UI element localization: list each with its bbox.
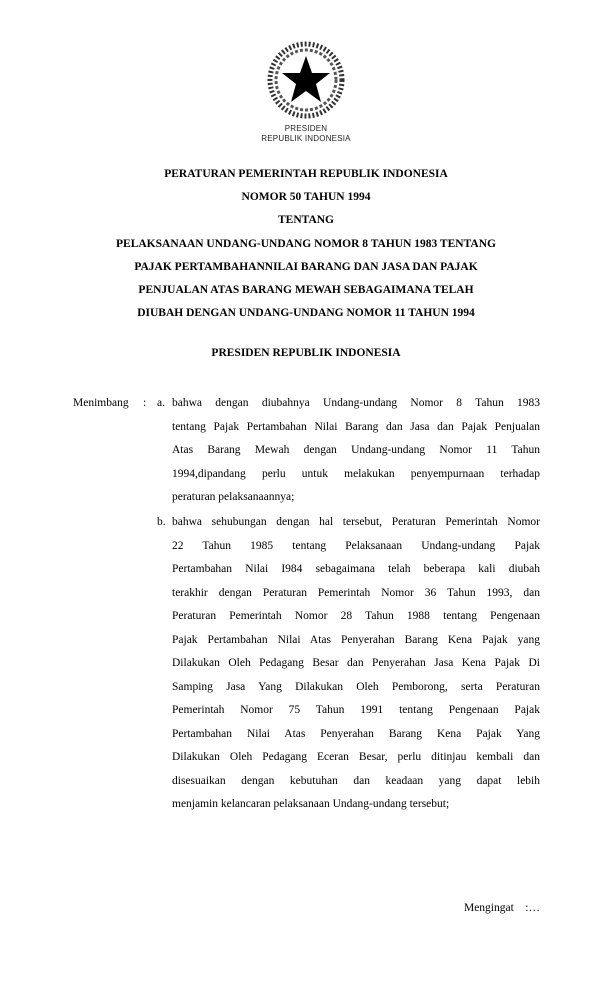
document-title xyxy=(0,163,612,325)
text-line: bahwa sehubungan dengan hal tersebut, Peraturan Pemerintah Nomor xyxy=(172,516,540,528)
item-a-marker: a. xyxy=(157,397,165,409)
text-line: Dilakukan Oleh Pedagang Eceran Besar, perlu ditinjau kembali dan xyxy=(172,751,540,763)
text-line: 1994,dipandang perlu untuk melakukan penyempurnaan terhadap xyxy=(172,467,540,480)
text-line: Dilakukan Oleh Pedagang Besar dan Penyerahan Jasa Kena Pajak Di xyxy=(172,657,540,669)
title-line: PAJAK PERTAMBAHANNILAI BARANG DAN JASA DAN PAJAK xyxy=(134,260,478,273)
title-line: PELAKSANAAN UNDANG-UNDANG NOMOR 8 TAHUN 1983 TENTANG xyxy=(116,237,496,250)
text-line: terakhir dengan Peraturan Pemerintah Nomor 36 Tahun 1993, dan xyxy=(172,586,540,599)
text-line: bahwa dengan diubahnya Undang-undang Nomor 8 Tahun 1983 xyxy=(172,397,540,409)
item-b-text xyxy=(172,511,540,817)
title-line: PENJUALAN ATAS BARANG MEWAH SEBAGAIMANA TELAH xyxy=(138,283,474,296)
text-line: menjamin kelancaran pelaksanaan Undang-undang tersebut; xyxy=(172,798,450,810)
text-line: Pajak Pertambahan Nilai Atas Penyerahan Barang Kena Pajak yang xyxy=(172,633,540,646)
header-republik-indonesia: REPUBLIK INDONESIA xyxy=(261,134,351,143)
president-heading: PRESIDEN REPUBLIK INDONESIA xyxy=(211,347,401,359)
title-line: DIUBAH DENGAN UNDANG-UNDANG NOMOR 11 TAHUN 1994 xyxy=(137,307,475,320)
text-line: Peraturan Pemerintah Nomor 28 Tahun 1988 tentang Pengenaan xyxy=(172,610,540,622)
text-line: tentang Pajak Pertambahan Nilai Barang dan Jasa dan Pajak Penjualan xyxy=(172,420,540,433)
continuation-mengingat: Mengingat :… xyxy=(463,902,540,914)
text-line: disesuaikan dengan kebutuhan dan keadaan yang dapat lebih xyxy=(172,774,540,787)
text-line: Atas Barang Mewah dengan Undang-undang Nomor 11 Tahun xyxy=(172,444,540,456)
title-line: TENTANG xyxy=(277,214,335,227)
presidential-emblem-icon xyxy=(266,40,346,120)
text-line: Pertambahan Nilai I984 sebagaimana telah beberapa kali diubah xyxy=(172,563,540,575)
text-line: Pertambahan Nilai Atas Penyerahan Barang Kena Pajak Yang xyxy=(172,727,540,740)
title-line: NOMOR 50 TAHUN 1994 xyxy=(241,191,371,204)
menimbang-colon: : xyxy=(143,397,147,409)
header-presiden: PRESIDEN xyxy=(284,124,328,133)
text-line: 22 Tahun 1985 tentang Pelaksanaan Undang-undang Pajak xyxy=(172,539,540,552)
text-line: Samping Jasa Yang Dilakukan Oleh Pemborong, serta Peraturan xyxy=(172,680,540,693)
item-a-text xyxy=(172,392,540,510)
title-line: PERATURAN PEMERINTAH REPUBLIK INDONESIA xyxy=(164,168,448,180)
text-line: Pemerintah Nomor 75 Tahun 1991 tentang Pengenaan Pajak xyxy=(172,704,540,716)
text-line: peraturan pelaksanaannya; xyxy=(172,491,295,503)
item-b-marker: b. xyxy=(157,516,166,528)
menimbang-label: Menimbang xyxy=(73,397,129,409)
